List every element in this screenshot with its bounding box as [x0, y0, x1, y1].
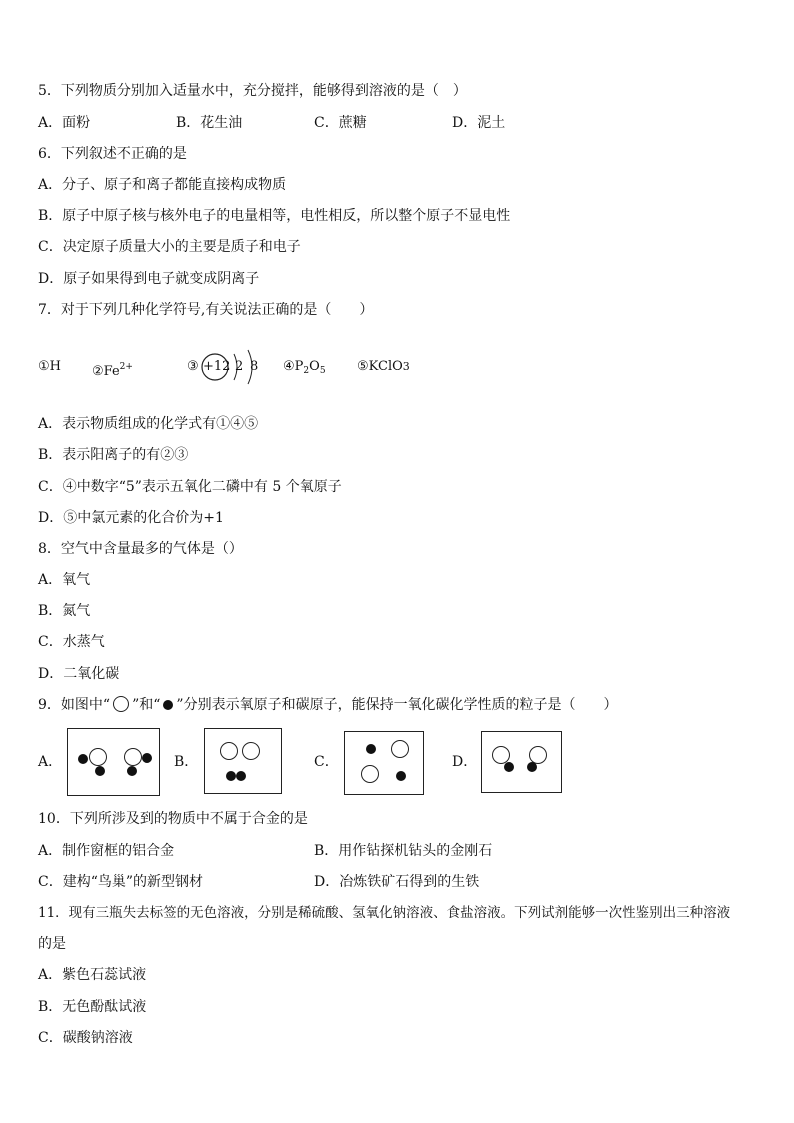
q9-option-b-label: B．	[174, 754, 199, 770]
q6-option-a: A．分子、原子和离子都能直接构成物质	[38, 177, 287, 193]
carbon-atom	[504, 762, 514, 772]
carbon-atom	[142, 753, 152, 763]
q9-stem-part-1: 9．如图中“	[38, 697, 111, 713]
q11-stem-line-2: 的是	[38, 936, 66, 952]
q7-option-c: C．④中数字“5”表示五氧化二磷中有 5 个氧原子	[38, 479, 342, 495]
q7-symbol-2	[92, 356, 133, 378]
oxygen-atom	[242, 742, 260, 760]
q8-stem: 8．空气中含量最多的气体是（）	[38, 541, 243, 557]
q7-symbol-4-mid: O	[309, 359, 320, 374]
q7-symbol-3-nucleus: +12	[203, 359, 231, 374]
q6-option-c: C．决定原子质量大小的主要是质子和电子	[38, 239, 301, 255]
q7-stem: 7．对于下列几种化学符号,有关说法正确的是（ ）	[38, 302, 374, 318]
q7-symbol-4	[283, 356, 326, 378]
carbon-atom	[236, 771, 246, 781]
carbon-atom	[78, 754, 88, 764]
q9-option-c-box	[344, 731, 424, 795]
q10-option-b: B．用作钻探机钻头的金刚石	[314, 843, 493, 859]
q7-symbol-3-shell-2: 8	[250, 359, 259, 374]
q6-stem: 6．下列叙述不正确的是	[38, 146, 187, 162]
q10-option-d: D．冶炼铁矿石得到的生铁	[314, 874, 480, 890]
q9-option-b-box	[204, 728, 282, 794]
q8-option-b: B．氮气	[38, 603, 91, 619]
carbon-atom	[396, 771, 406, 781]
q5-option-a: A．面粉	[38, 115, 91, 131]
oxygen-atom	[361, 765, 379, 783]
q7-symbol-3-shell-1: 2	[235, 359, 244, 374]
q11-stem-line-1: 11．现有三瓶失去标签的无色溶液，分别是稀硫酸、氢氧化钠溶液、食盐溶液。下列试剂能够一次性鉴别出三种溶液	[38, 905, 731, 921]
q8-option-d: D．二氧化碳	[38, 666, 120, 682]
q5-option-d: D．泥土	[452, 115, 506, 131]
q11-option-b: B．无色酚酞试液	[38, 999, 147, 1015]
q7-option-d: D．⑤中氯元素的化合价为+1	[38, 510, 224, 526]
q7-symbol-1: ①H	[38, 359, 61, 374]
oxygen-atom	[220, 742, 238, 760]
carbon-atom	[527, 762, 537, 772]
q9-option-a-label: A．	[38, 754, 63, 770]
oxygen-atom-icon	[113, 696, 129, 712]
q7-symbol-2-charge: 2+	[119, 362, 133, 372]
q9-option-d-box	[481, 731, 562, 793]
carbon-atom	[127, 766, 137, 776]
carbon-atom-icon	[163, 700, 173, 710]
q7-symbol-5-base: ⑤KClO	[357, 359, 403, 374]
q7-option-b: B．表示阳离子的有②③	[38, 447, 189, 463]
q7-option-a: A．表示物质组成的化学式有①④⑤	[38, 416, 259, 432]
q5-option-b: B．花生油	[176, 115, 243, 131]
q9-option-a-box	[67, 728, 160, 796]
q11-option-a: A．紫色石蕊试液	[38, 967, 147, 983]
q7-symbol-4-sub-2: 5	[319, 366, 326, 376]
q9-option-c-label: C．	[314, 754, 339, 770]
q8-option-a: A．氧气	[38, 572, 91, 588]
q10-stem: 10．下列所涉及到的物质中不属于合金的是	[38, 811, 308, 827]
q9-stem	[38, 694, 618, 716]
q7-symbol-4-base: ④P	[283, 359, 304, 374]
q6-option-b: B．原子中原子核与核外电子的电量相等，电性相反，所以整个原子不显电性	[38, 208, 511, 224]
q10-option-a: A．制作窗框的铝合金	[38, 843, 175, 859]
carbon-atom	[226, 771, 236, 781]
q9-option-d-label: D．	[452, 754, 478, 770]
q9-stem-part-2: ”和“	[132, 697, 161, 713]
q7-symbol-5	[357, 356, 410, 378]
q7-symbol-2-base: ②Fe	[92, 364, 120, 379]
q8-option-c: C．水蒸气	[38, 634, 105, 650]
oxygen-atom	[391, 740, 409, 758]
q7-symbol-3-label: ③	[187, 359, 199, 374]
oxygen-atom	[89, 748, 107, 766]
q5-option-c: C．蔗糖	[314, 115, 367, 131]
q11-option-c: C．碳酸钠溶液	[38, 1030, 133, 1046]
q9-stem-part-3: ”分别表示氧原子和碳原子，能保持一氧化碳化学性质的粒子是（ ）	[176, 697, 618, 713]
oxygen-atom	[124, 748, 142, 766]
q6-option-d: D．原子如果得到电子就变成阴离子	[38, 271, 260, 287]
q10-option-c: C．建构“鸟巢”的新型钢材	[38, 874, 204, 890]
carbon-atom	[95, 766, 105, 776]
q7-symbol-5-sub: 3	[402, 360, 410, 373]
q5-stem: 5．下列物质分别加入适量水中，充分搅拌，能够得到溶液的是（ ）	[38, 83, 467, 99]
carbon-atom	[366, 744, 376, 754]
q7-symbol-4-sub-1: 2	[303, 366, 310, 376]
